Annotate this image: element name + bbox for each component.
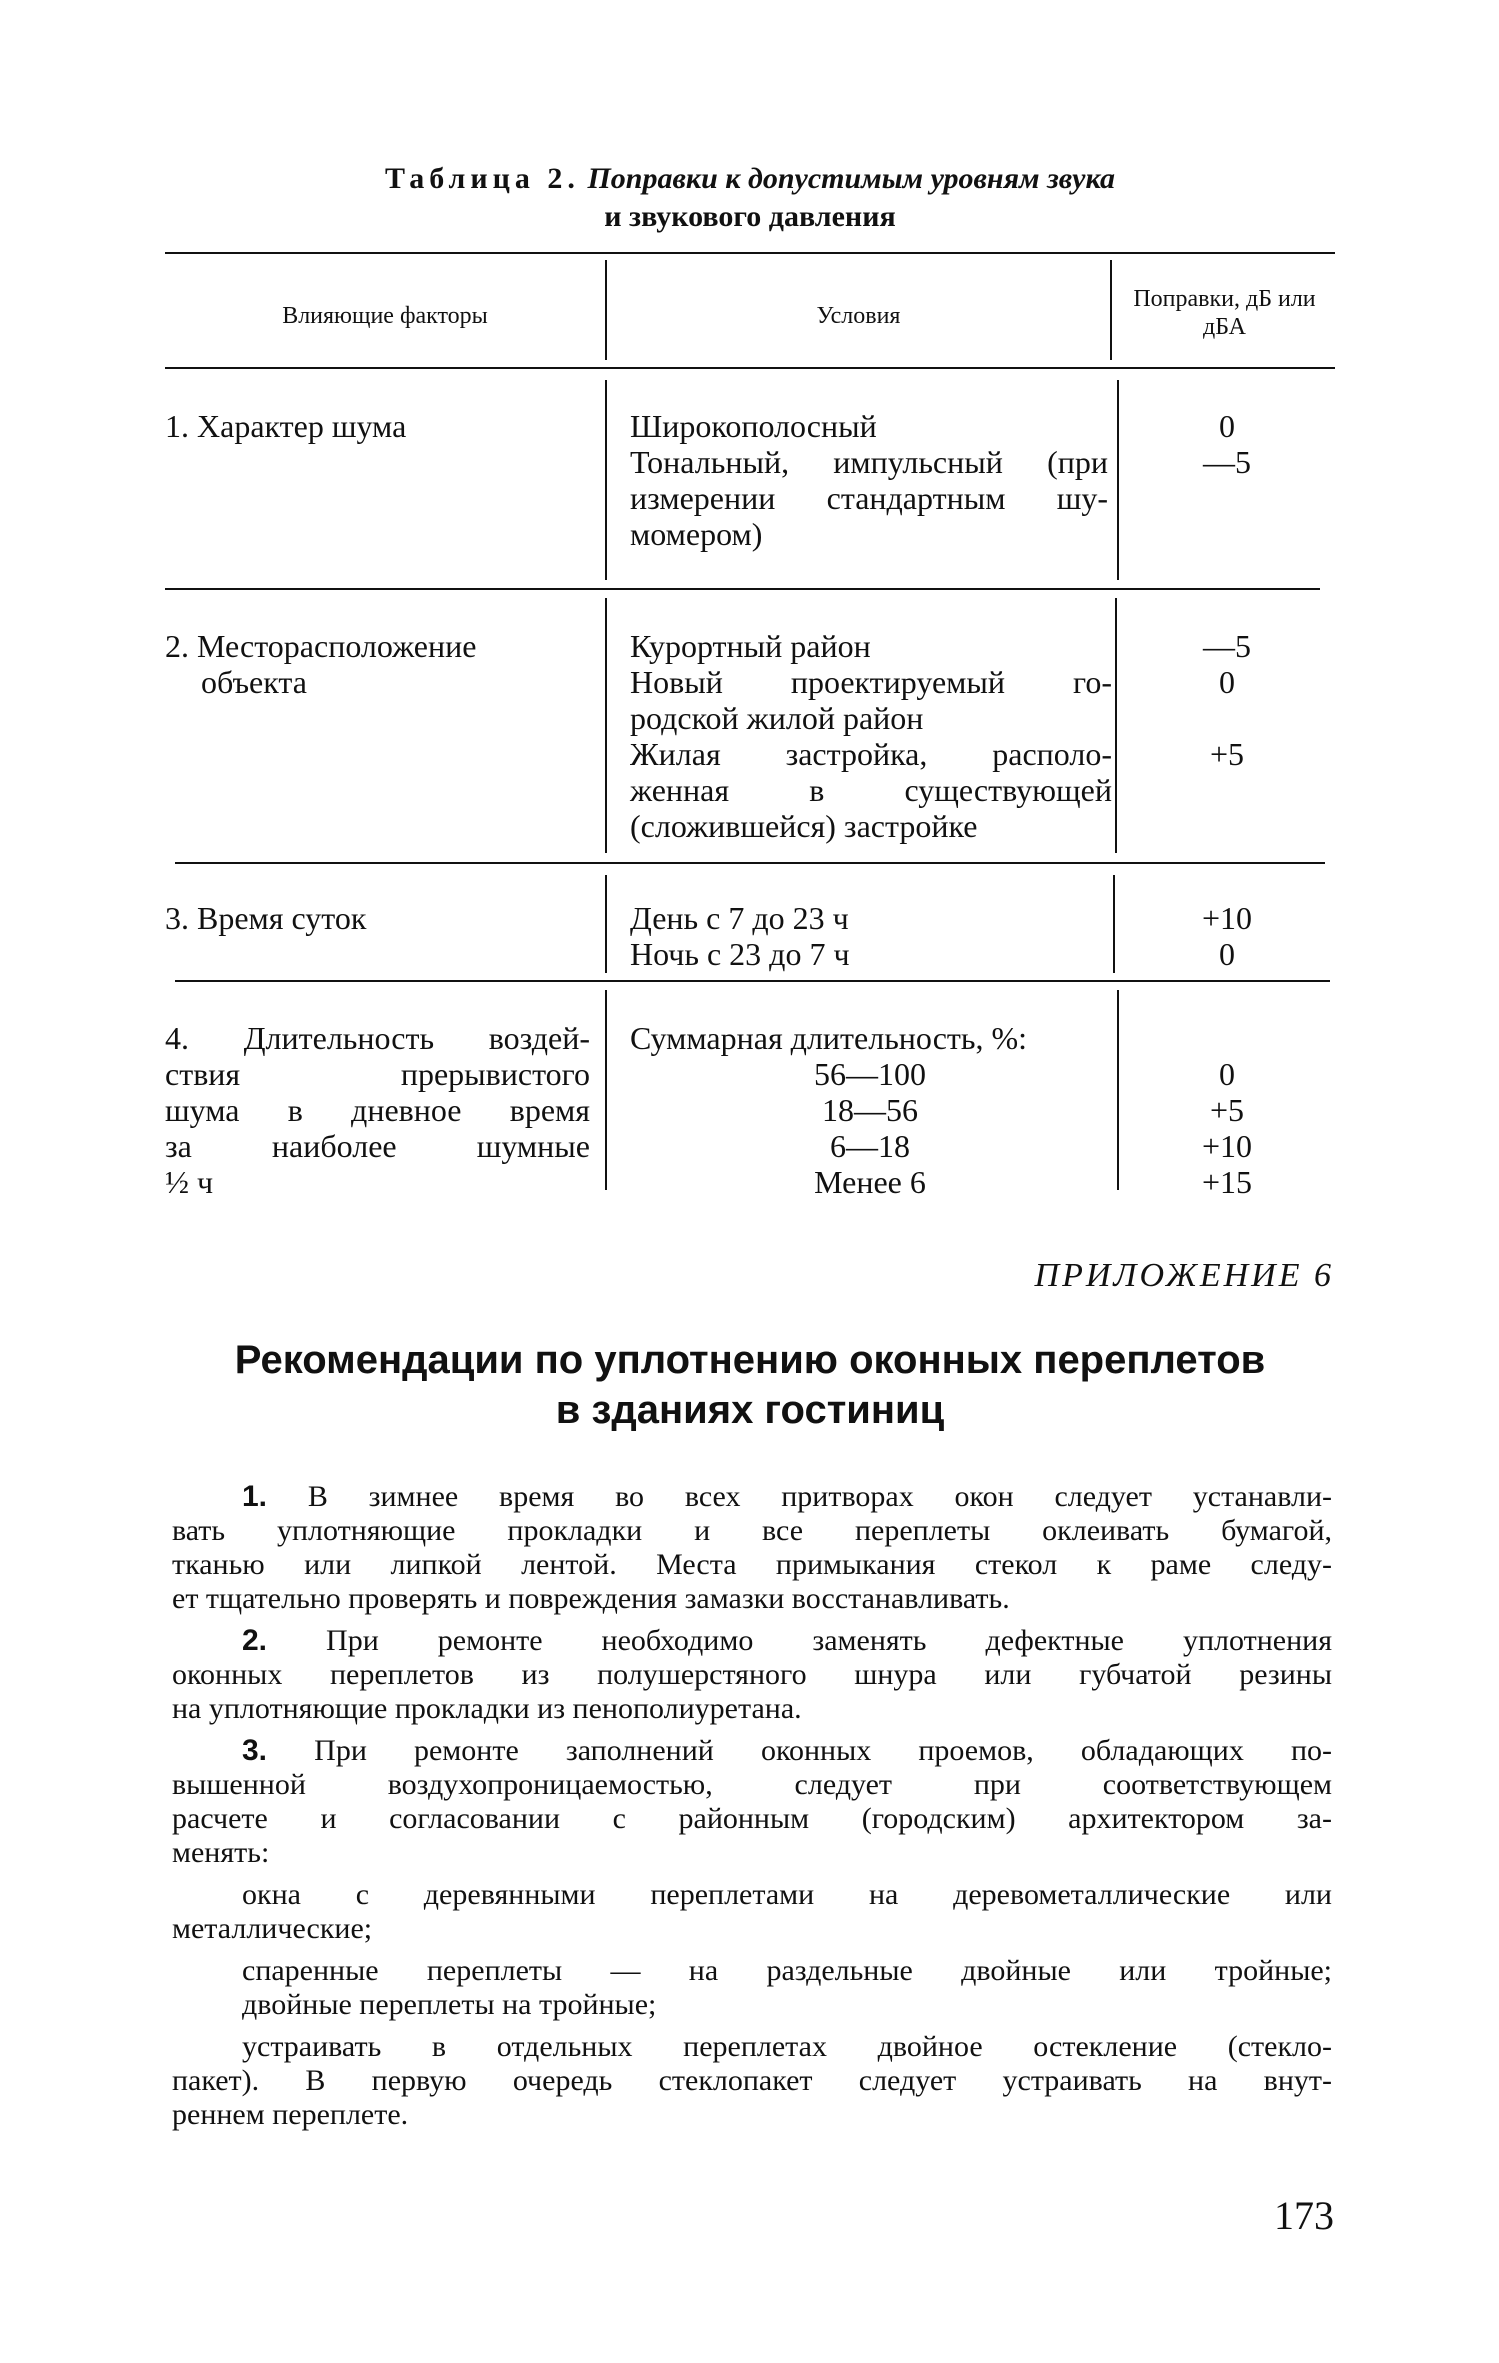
paragraph-line: тканью или липкой лентой. Места примыкания стекол к раме следу-	[172, 1548, 1332, 1581]
table-caption-line2: и звукового давления	[604, 200, 896, 233]
recommendations-body	[172, 1480, 1332, 2140]
header-corrections	[1112, 285, 1337, 341]
row4-factor-line: 4. Длительность воздей-	[165, 1020, 590, 1056]
table-number: Таблица 2.	[385, 162, 580, 195]
paragraph-3	[172, 1734, 1332, 1870]
paragraph-text: В зимнее время во всех притворах окон следует устанавли-	[307, 1480, 1333, 1513]
row1-condition-line: момером)	[630, 516, 763, 552]
paragraph-line	[172, 1734, 1332, 1768]
column-separator	[605, 380, 607, 580]
row2-condition-line: Курортный район	[630, 628, 871, 664]
row3-condition-line: День с 7 до 23 ч	[630, 900, 849, 936]
row-divider	[175, 862, 1325, 864]
paragraph-6	[172, 1988, 1332, 2022]
row2-value: —5	[1203, 628, 1251, 664]
row4-value: 0	[1219, 1056, 1235, 1092]
paragraph-line: пакет). В первую очередь стеклопакет следует устраивать на внут-	[172, 2064, 1332, 2097]
header-factors: Влияющие факторы	[282, 303, 488, 329]
paragraph-1	[172, 1480, 1332, 1616]
header-corrections-line1: Поправки, дБ	[1133, 286, 1272, 312]
row4-value: +15	[1201, 1164, 1253, 1200]
paragraph-line: двойные переплеты на тройные;	[242, 1988, 657, 2021]
row3-value: +10	[1201, 900, 1253, 936]
row3-factor-line: 3. Время суток	[165, 900, 367, 936]
column-separator	[605, 990, 607, 1190]
row1-factor-line: 1. Характер шума	[165, 408, 407, 444]
paragraph-text: При ремонте необходимо заменять дефектные уплотнения	[326, 1624, 1333, 1657]
appendix-label: ПРИЛОЖЕНИЕ 6	[1034, 1257, 1334, 1294]
paragraph-line: реннем переплете.	[172, 2098, 409, 2131]
paragraph-number: 2.	[242, 1624, 268, 1657]
row2-value	[1119, 700, 1335, 736]
paragraph-5	[172, 1954, 1332, 1988]
row4-value: +10	[1201, 1128, 1253, 1164]
paragraph-line	[172, 1480, 1332, 1514]
row2-value: 0	[1219, 664, 1235, 700]
row4-condition-line: Менее 6	[814, 1164, 926, 1200]
paragraph-line: вать уплотняющие прокладки и все переплеты оклеивать бумагой,	[172, 1514, 1332, 1547]
paragraph-line: ет тщательно проверять и повреждения замазки восстанавливать.	[172, 1582, 1010, 1615]
row2-condition-line: Новый проектируемый го-	[630, 664, 1112, 700]
row2-condition-line: Жилая застройка, располо-	[630, 736, 1112, 772]
row4-factor-line: ½ ч	[165, 1164, 214, 1200]
paragraph-line	[172, 1624, 1332, 1658]
paragraph-line: расчете и согласовании с районным (городским) архитектором за-	[172, 1802, 1332, 1835]
paragraph-line: устраивать в отдельных переплетах двойное остекление (стекло-	[242, 2030, 1332, 2063]
column-separator	[605, 875, 607, 973]
paragraph-line: металлические;	[172, 1912, 373, 1945]
row2-value: +5	[1209, 736, 1245, 772]
paragraph-line: менять:	[172, 1836, 270, 1869]
paragraph-7	[172, 2030, 1332, 2132]
row4-condition-line: 18—56	[822, 1092, 918, 1128]
row4-factor	[165, 1020, 590, 1200]
row3-values	[1119, 900, 1335, 972]
paragraph-2	[172, 1624, 1332, 1726]
row2-factor	[165, 628, 595, 700]
table-top-rule	[165, 252, 1335, 254]
row2-values	[1119, 628, 1335, 772]
row2-conditions	[630, 628, 1112, 844]
row1-conditions	[630, 408, 1108, 552]
row1-condition-line: измерении стандартным шу-	[630, 480, 1108, 516]
table-caption-line1: Поправки к допустимым уровням звука	[587, 162, 1115, 195]
row4-value	[1119, 1020, 1335, 1056]
paragraph-line: оконных переплетов из полушерстяного шнура или губчатой резины	[172, 1658, 1332, 1691]
table-caption	[165, 160, 1335, 198]
table-header-rule	[165, 367, 1335, 369]
paragraph-line: окна с деревянными переплетами на деревометаллические или	[242, 1878, 1332, 1911]
row1-value: 0	[1219, 408, 1235, 444]
row4-condition-line: Суммарная длительность, %:	[630, 1020, 1028, 1056]
row1-condition-line: Тональный, импульсный (при	[630, 444, 1108, 480]
section-title	[165, 1335, 1335, 1435]
row3-conditions	[630, 900, 1108, 972]
paragraph-line: вышенной воздухопроницаемостью, следует при соответствующем	[172, 1768, 1332, 1801]
header-conditions: Условия	[816, 303, 901, 329]
column-separator	[605, 598, 607, 853]
row4-factor-line: ствия прерывистого	[165, 1056, 590, 1092]
section-title-line2: в зданиях гостиниц	[555, 1388, 945, 1432]
row4-values	[1119, 1020, 1335, 1200]
row1-condition-line: Широкополосный	[630, 408, 877, 444]
paragraph-4	[172, 1878, 1332, 1946]
row-divider	[165, 588, 1320, 590]
row4-factor-line: шума в дневное время	[165, 1092, 590, 1128]
row2-condition-line: женная в существующей	[630, 772, 1112, 808]
row1-value: —5	[1203, 444, 1251, 480]
column-separator	[1113, 875, 1115, 973]
paragraph-line: спаренные переплеты — на раздельные двойные или тройные;	[242, 1954, 1332, 1987]
section-title-line1: Рекомендации по уплотнению оконных переплетов	[234, 1338, 1266, 1382]
row3-value: 0	[1219, 936, 1235, 972]
table-caption-second	[165, 198, 1335, 236]
row3-factor	[165, 900, 590, 936]
header-corrections-line2: или дБА	[1202, 286, 1316, 340]
page-number: 173	[1274, 2193, 1334, 2238]
row4-condition-line: 56—100	[814, 1056, 926, 1092]
row2-factor-line: 2. Месторасположение	[165, 628, 477, 664]
column-separator	[1115, 598, 1117, 853]
row2-condition-line: родской жилой район	[630, 700, 924, 736]
row3-condition-line: Ночь с 23 до 7 ч	[630, 936, 850, 972]
paragraph-number: 3.	[242, 1734, 268, 1767]
row4-factor-line: за наиболее шумные	[165, 1128, 590, 1164]
row4-value: +5	[1209, 1092, 1245, 1128]
paragraph-line: на уплотняющие прокладки из пенополиуретана.	[172, 1692, 802, 1725]
paragraph-number: 1.	[242, 1480, 268, 1513]
row2-factor-line: объекта	[201, 664, 307, 700]
row1-factor	[165, 408, 590, 444]
row4-conditions	[630, 1020, 1110, 1200]
row4-condition-line: 6—18	[830, 1128, 910, 1164]
row-divider	[175, 980, 1330, 982]
row1-values	[1119, 408, 1335, 480]
row2-condition-line: (сложившейся) застройке	[630, 808, 978, 844]
paragraph-text: При ремонте заполнений оконных проемов, обладающих по-	[314, 1734, 1332, 1767]
